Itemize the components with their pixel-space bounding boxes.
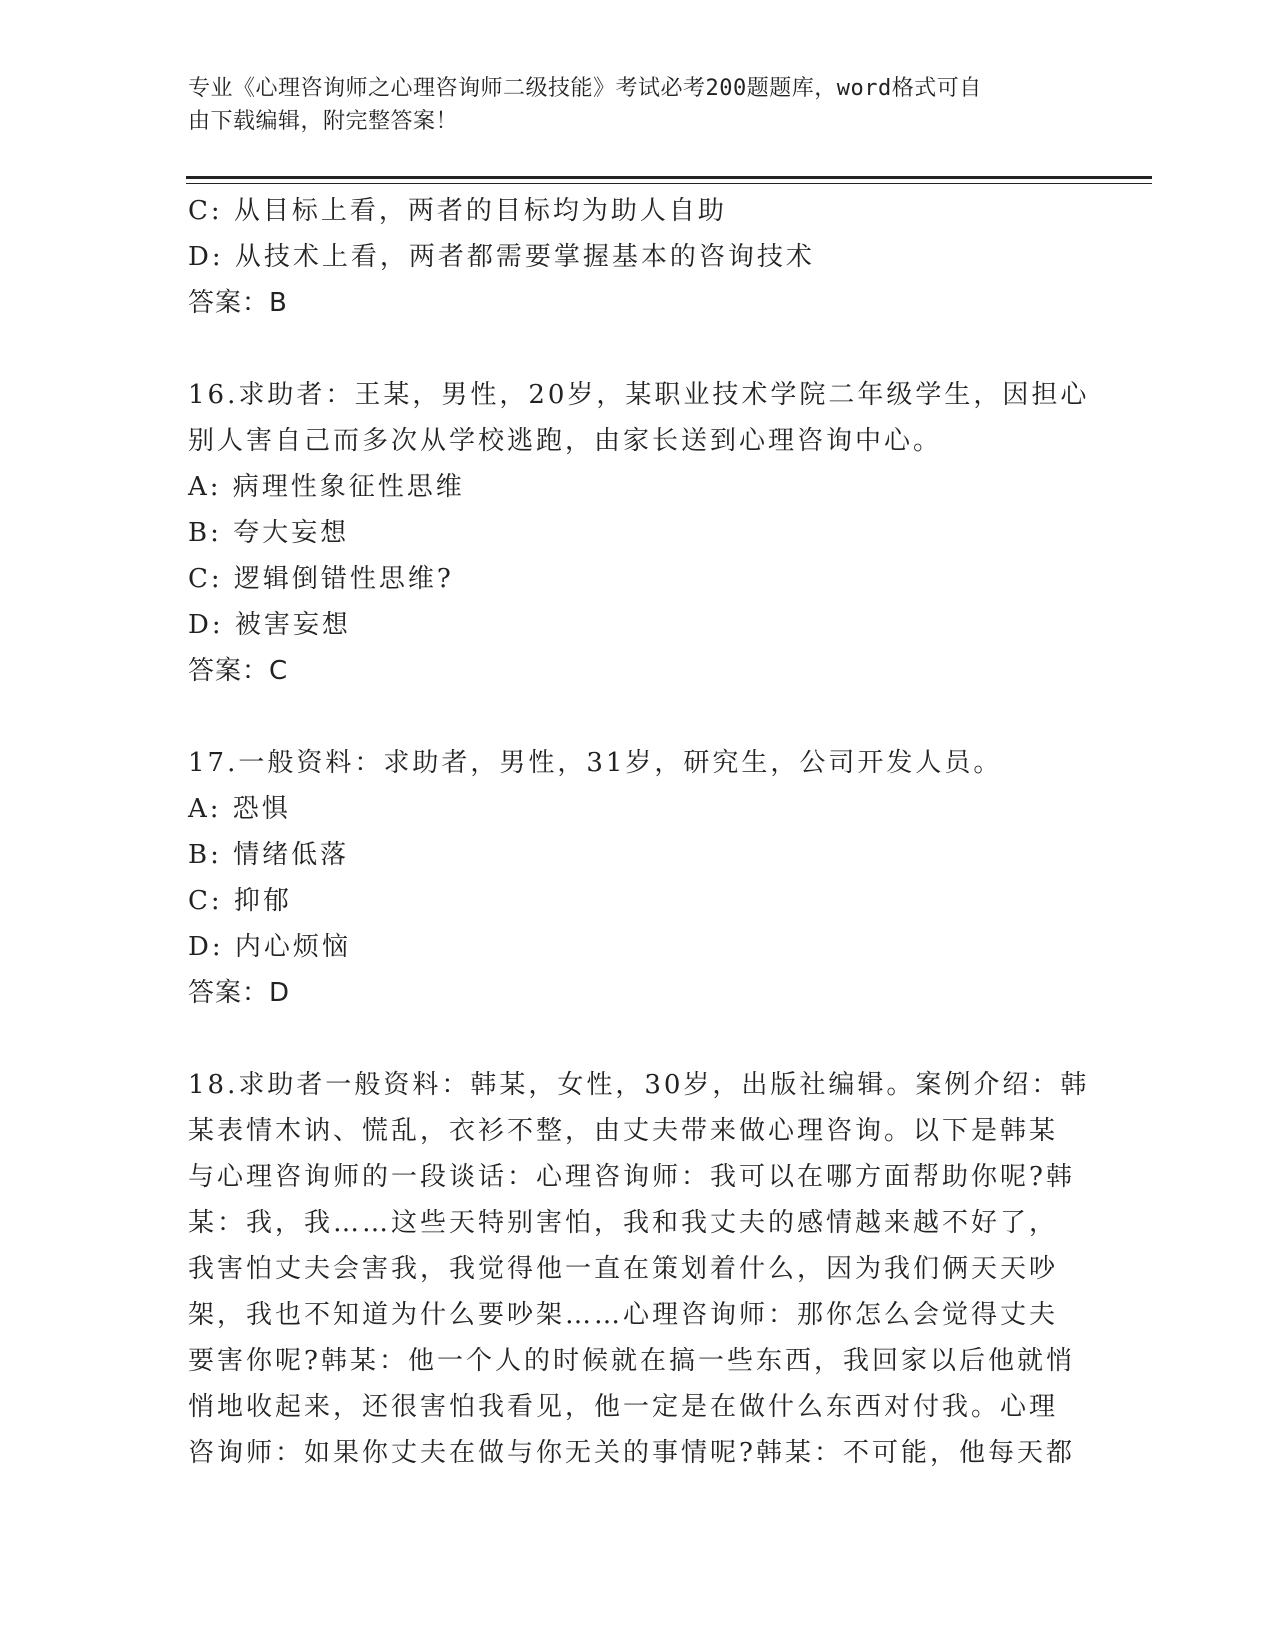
spacer bbox=[188, 1016, 1088, 1062]
option-a: A: 恐惧 bbox=[188, 794, 291, 824]
header-line-1: 专业《心理咨询师之心理咨询师二级技能》考试必考200题题库，word格式可自 bbox=[188, 76, 982, 101]
option-d: D: 内心烦恼 bbox=[188, 932, 351, 962]
question-17 bbox=[188, 740, 1088, 1016]
option-b: B: 夸大妄想 bbox=[188, 518, 350, 548]
answer: 答案：D bbox=[188, 978, 291, 1008]
answer: 答案：B bbox=[188, 288, 288, 318]
option-a: A: 病理性象征性思维 bbox=[188, 472, 465, 502]
header-rule-thin bbox=[186, 183, 1152, 184]
question-stem-line: 悄地收起来，还很害怕我看见，他一定是在做什么东西对付我。心理 bbox=[188, 1392, 1059, 1422]
document-body bbox=[188, 188, 1088, 1476]
question-stem-line: 18.求助者一般资料：韩某，女性，30岁，出版社编辑。案例介绍：韩 bbox=[188, 1070, 1090, 1100]
question-stem-line: 架，我也不知道为什么要吵架……心理咨询师：那你怎么会觉得丈夫 bbox=[188, 1300, 1059, 1330]
option-d: D: 被害妄想 bbox=[188, 610, 351, 640]
header-line-2: 由下载编辑，附完整答案！ bbox=[188, 109, 459, 134]
question-stem-line: 与心理咨询师的一段谈话：心理咨询师：我可以在哪方面帮助你呢?韩 bbox=[188, 1162, 1075, 1192]
question-stem-line: 某：我，我……这些天特别害怕，我和我丈夫的感情越来越不好了， bbox=[188, 1208, 1059, 1238]
option-d: D: 从技术上看，两者都需要掌握基本的咨询技术 bbox=[188, 242, 815, 272]
page-header bbox=[188, 72, 1088, 138]
option-b: B: 情绪低落 bbox=[188, 840, 350, 870]
question-16 bbox=[188, 372, 1088, 694]
option-c: C: 抑郁 bbox=[188, 886, 292, 916]
question-stem-line: 我害怕丈夫会害我，我觉得他一直在策划着什么，因为我们俩天天吵 bbox=[188, 1254, 1059, 1284]
option-c: C: 逻辑倒错性思维? bbox=[188, 564, 454, 594]
option-c: C: 从目标上看，两者的目标均为助人自助 bbox=[188, 196, 727, 226]
spacer bbox=[188, 694, 1088, 740]
question-stem-line: 要害你呢?韩某：他一个人的时候就在搞一些东西，我回家以后他就悄 bbox=[188, 1346, 1075, 1376]
question-15-tail bbox=[188, 188, 1088, 326]
question-stem-line: 16.求助者：王某，男性，20岁，某职业技术学院二年级学生，因担心 bbox=[188, 380, 1090, 410]
question-18 bbox=[188, 1062, 1088, 1476]
answer: 答案：C bbox=[188, 656, 289, 686]
spacer bbox=[188, 326, 1088, 372]
question-stem-line: 别人害自己而多次从学校逃跑，由家长送到心理咨询中心。 bbox=[188, 426, 943, 456]
header-rule-thick bbox=[186, 176, 1152, 179]
question-stem-line: 咨询师：如果你丈夫在做与你无关的事情呢?韩某：不可能，他每天都 bbox=[188, 1438, 1075, 1468]
question-stem-line: 17.一般资料：求助者，男性，31岁，研究生，公司开发人员。 bbox=[188, 748, 1003, 778]
question-stem-line: 某表情木讷、慌乱，衣衫不整，由丈夫带来做心理咨询。以下是韩某 bbox=[188, 1116, 1059, 1146]
